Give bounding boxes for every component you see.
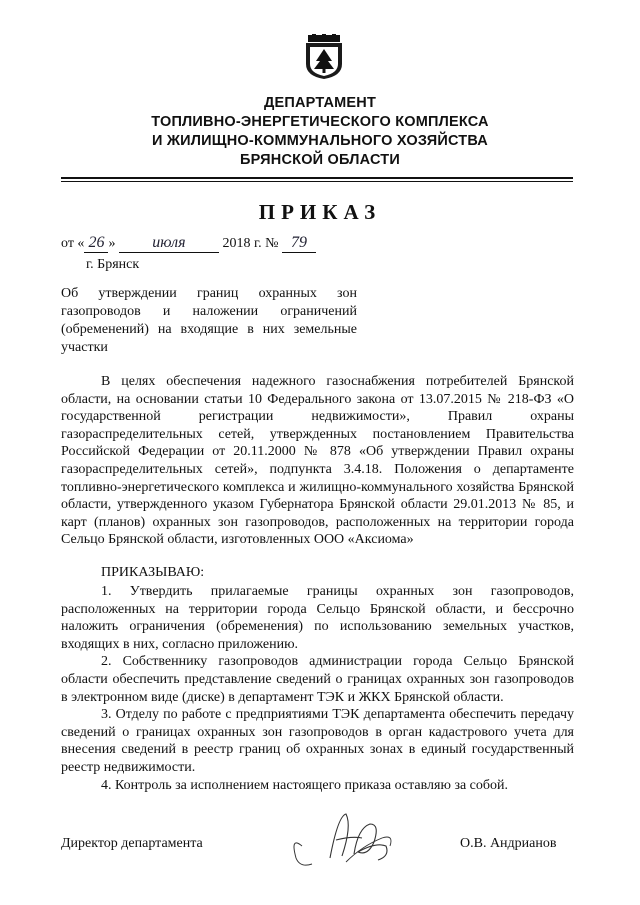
order-item-2: 2. Собственнику газопроводов администрации города Сельцо Брянской области обеспечить представление сведений о границах охранных зон газопроводов в электронном виде (диске) в департамент ТЭК и ЖКХ Брянской области. — [61, 654, 574, 705]
department-name-line-2: ТОПЛИВНО-ЭНЕРГЕТИЧЕСКОГО КОМПЛЕКСА — [151, 114, 489, 130]
date-prefix: от « — [61, 236, 85, 251]
signatory-name: О.В. Андрианов — [460, 836, 557, 851]
coat-of-arms-emblem — [302, 34, 346, 80]
order-subject: Об утверждении границ охранных зон газопроводов и наложении ограничений (обременений) на входящие в них земельные участки — [61, 286, 357, 355]
header-rule-top — [61, 177, 573, 179]
signatory-position: Директор департамента — [61, 836, 203, 851]
department-name-line-1: ДЕПАРТАМЕНТ — [263, 95, 377, 111]
city: г. Брянск — [86, 257, 140, 272]
date-sep: » — [108, 236, 116, 251]
handwritten-signature — [282, 806, 412, 876]
header-rule-bottom — [61, 181, 573, 182]
department-name-line-4: БРЯНСКОЙ ОБЛАСТИ — [240, 152, 400, 168]
department-name-line-3: И ЖИЛИЩНО-КОММУНАЛЬНОГО ХОЗЯЙСТВА — [152, 133, 488, 149]
date-day: 26 — [84, 234, 108, 253]
number-label: № — [265, 236, 279, 251]
document-title: ПРИКАЗ — [258, 200, 382, 224]
preamble — [61, 373, 574, 549]
date-year: 2018 г. — [222, 236, 262, 251]
preamble-text: В целях обеспечения надежного газоснабжения потребителей Брянской области, на основании статьи 10 Федерального закона от 13.07.2015 № 218-ФЗ «О государственной регистрации недвижимости», Правил охраны газораспределительных сетей, утвержденных постановлением Правительства Российской Федерации от 20.11.2000 № 878 «Об утверждении Правил охраны газораспределительных сетей», подпункта 3.4.18. Положения о департаменте топливно-энергетического комплекса и жилищно-коммунального хозяйства Брянской области, утвержденного указом Губернатора Брянской области 29.01.2013 № 85, и карт (планов) охранных зон газопроводов, расположенных на территории города Сельцо Брянской области, изготовленных ООО «Аксиома» — [61, 374, 574, 548]
date-month: июля — [119, 234, 219, 253]
order-items — [61, 583, 574, 794]
order-word: ПРИКАЗЫВАЮ: — [101, 565, 205, 580]
date-line — [61, 234, 316, 253]
order-number: 79 — [282, 234, 316, 253]
order-item-4: 4. Контроль за исполнением настоящего приказа оставляю за собой. — [101, 777, 509, 793]
order-item-1: 1. Утвердить прилагаемые границы охранных зон газопроводов, расположенных на территории города Сельцо Брянской области, и бессрочно наложить ограничения (обременения) по использованию земельных участков, входящих в них, согласно приложению. — [61, 584, 574, 652]
order-item-3: 3. Отделу по работе с предприятиями ТЭК департамента обеспечить передачу сведений о границах охранных зон газопроводов в орган кадастрового учета для внесения сведений в реестр границ об охранных зонах в единый государственный реестр недвижимости. — [61, 707, 574, 775]
